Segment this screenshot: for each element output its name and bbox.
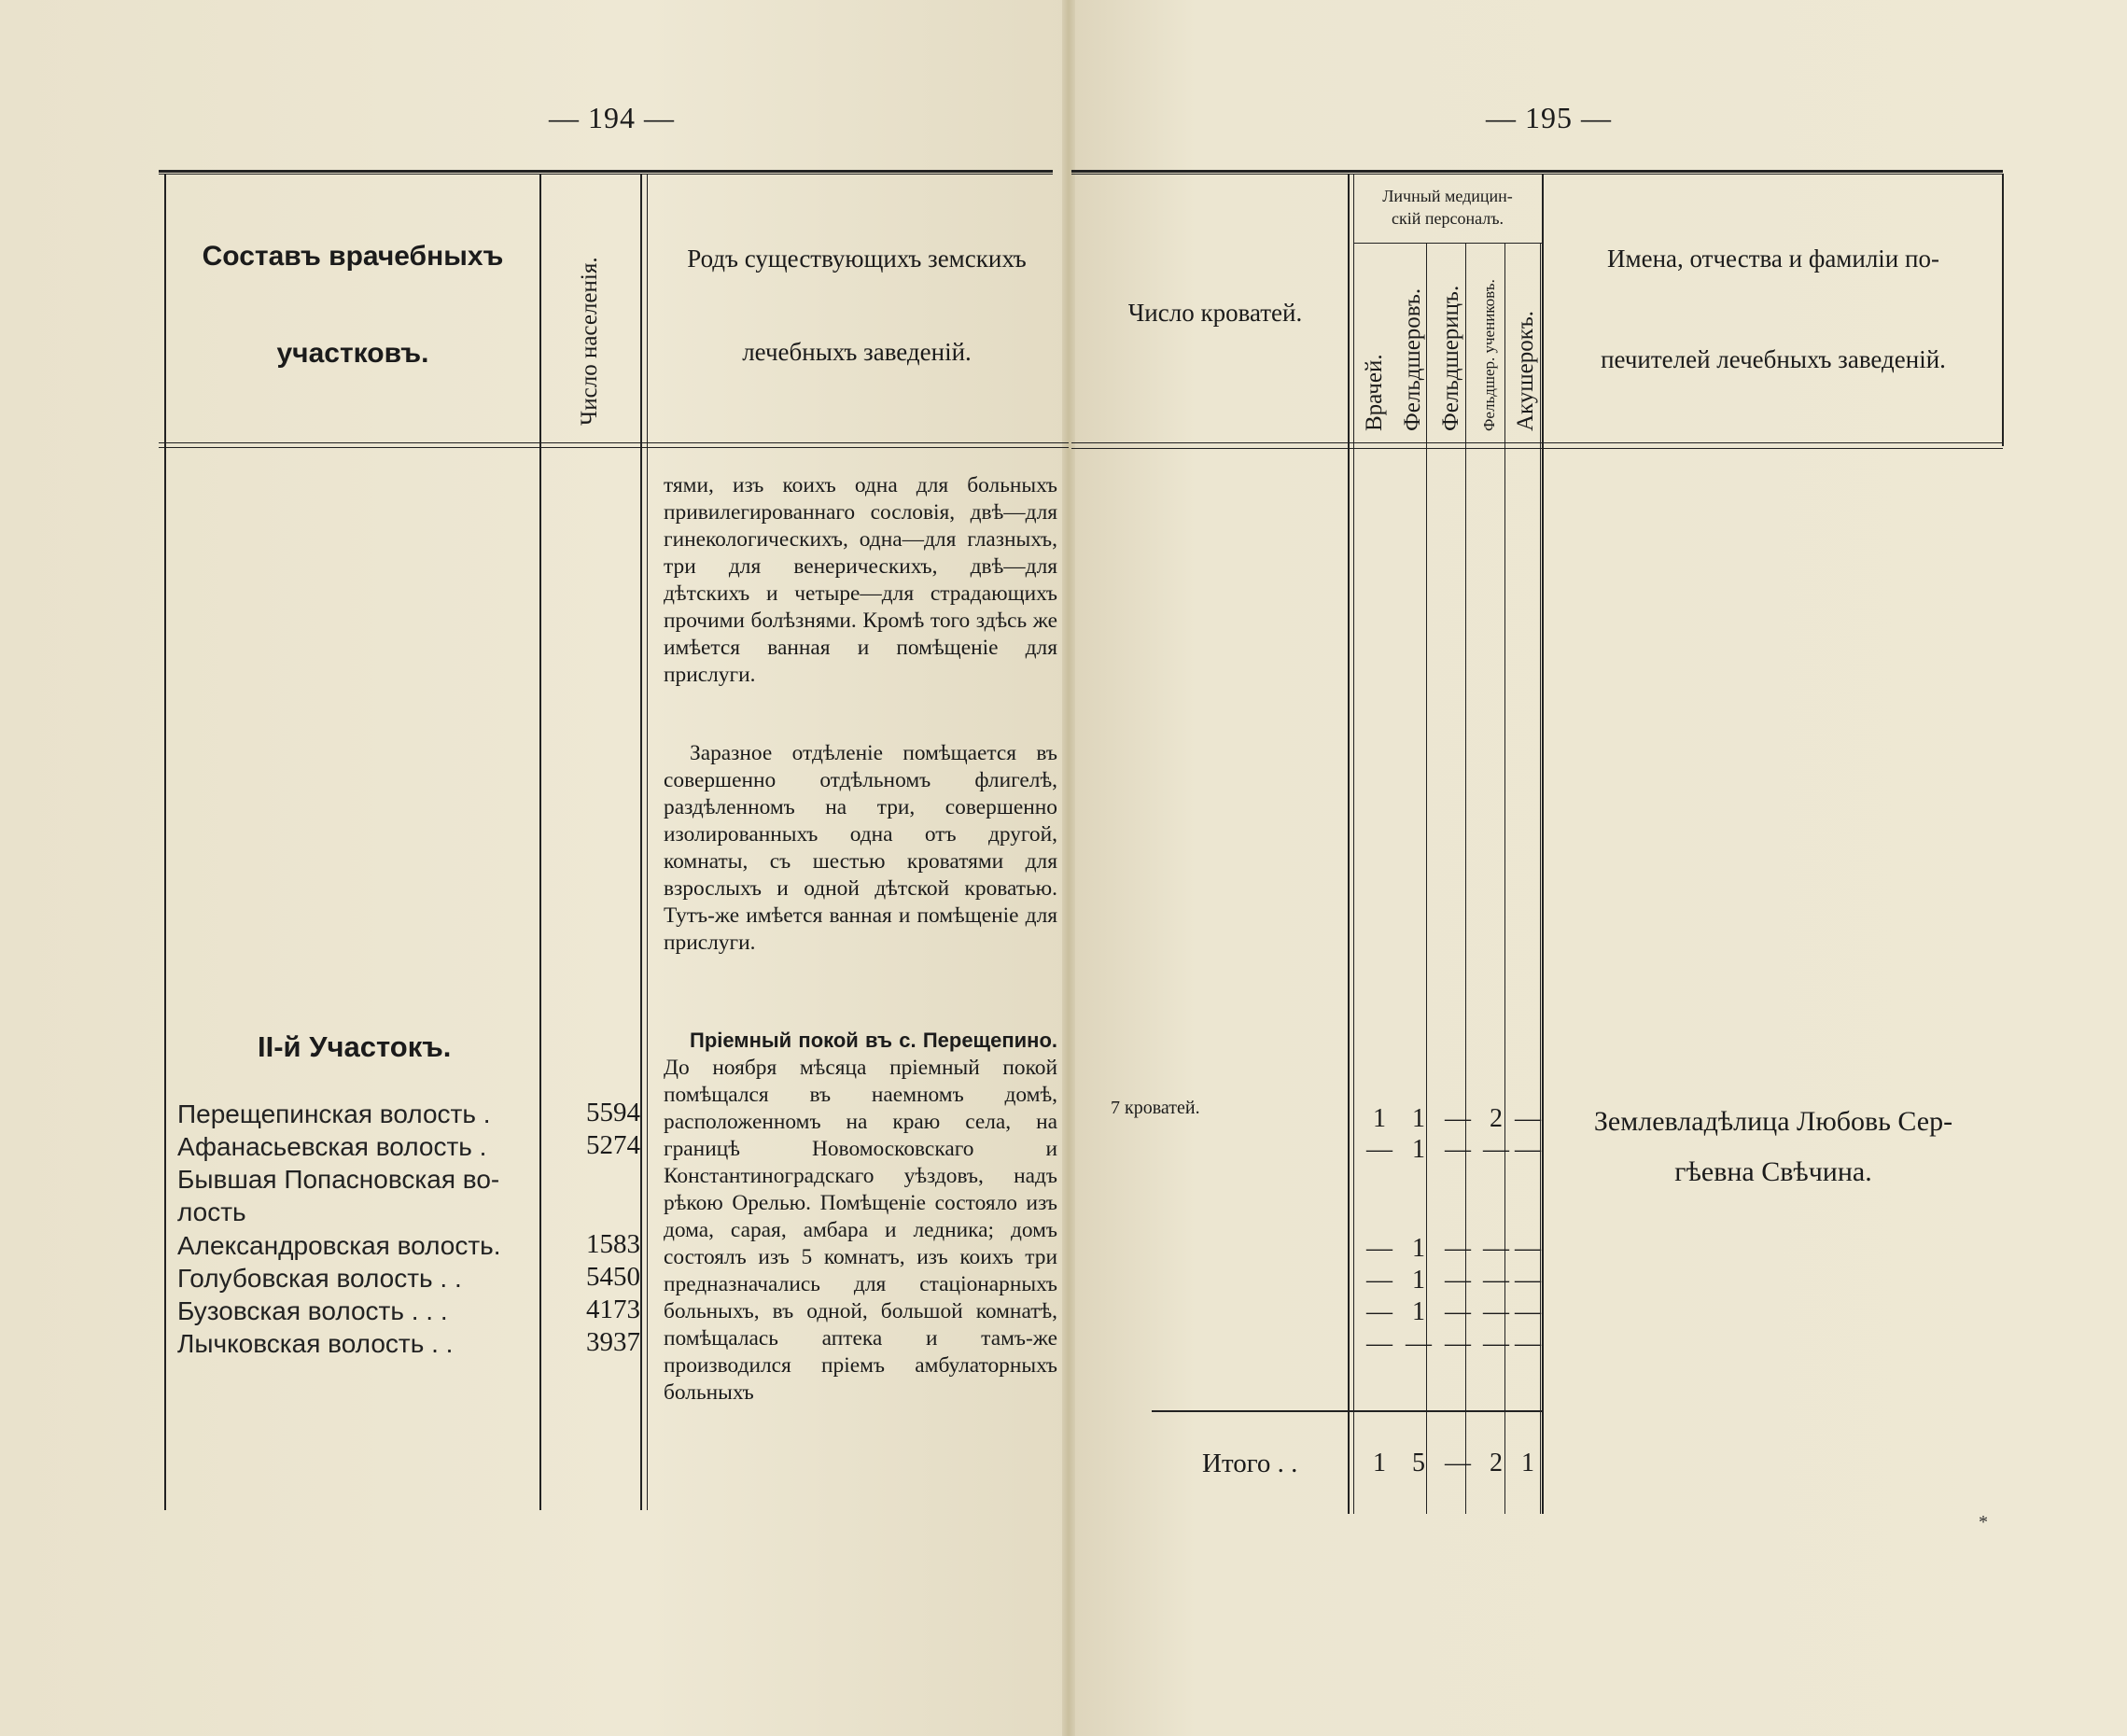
asterisk-mark: * bbox=[1979, 1512, 1988, 1533]
volost-name-line2: лость bbox=[177, 1197, 246, 1226]
volost-population: 5450 bbox=[586, 1262, 640, 1292]
cell-doctors: — bbox=[1366, 1297, 1392, 1326]
right-table-top-rule bbox=[1071, 170, 2003, 173]
header-doctors: Врачей. bbox=[1362, 354, 1387, 431]
header-composition-line2: участковъ. bbox=[276, 338, 429, 369]
total-label: Итого . . bbox=[1202, 1449, 1298, 1478]
volost-name: Перещепинская волость . bbox=[177, 1099, 491, 1128]
left-page-number: — 194 — bbox=[549, 101, 675, 134]
total-doctors: 1 bbox=[1373, 1449, 1386, 1477]
cell-students: — bbox=[1483, 1266, 1509, 1295]
right-col-divider-beds-thin bbox=[1353, 174, 1354, 1514]
cell-feldshers: 1 bbox=[1412, 1104, 1425, 1133]
right-header-rule-2 bbox=[1071, 448, 2003, 449]
cell-students: — bbox=[1483, 1297, 1509, 1326]
cell-feldshers: — bbox=[1406, 1329, 1432, 1358]
cell-midwives: — bbox=[1515, 1297, 1541, 1326]
volost-name: Лычковская волость . . bbox=[177, 1329, 454, 1358]
book-gutter bbox=[1062, 0, 1075, 1736]
header-midwives: Акушерокъ. bbox=[1513, 310, 1538, 431]
total-feldsher-women: — bbox=[1445, 1449, 1471, 1477]
header-names-line1: Имена, отчества и фамиліи по- bbox=[1607, 245, 1939, 273]
cell-feldsher-women: — bbox=[1445, 1329, 1471, 1358]
cell-midwives: — bbox=[1515, 1104, 1541, 1133]
cell-students: — bbox=[1483, 1329, 1509, 1358]
trustee-line2: гѣевна Свѣчина. bbox=[1674, 1156, 1872, 1187]
volost-population: 3937 bbox=[586, 1327, 640, 1357]
cell-feldshers: 1 bbox=[1412, 1135, 1425, 1164]
header-personnel-line2: скій персоналъ. bbox=[1391, 209, 1504, 228]
right-col-divider-beds bbox=[1348, 174, 1350, 1514]
header-population: Число населенія. bbox=[577, 257, 602, 426]
header-feldsher-students: Фельдшер. учениковъ. bbox=[1480, 279, 1498, 431]
volost-name-line1: Бывшая Попасновская во- bbox=[177, 1165, 500, 1194]
reception-room-title: Пріемный покой въ с. Перещепино. bbox=[690, 1029, 1057, 1052]
text-infectious-ward: Заразное отдѣленіе помѣщается въ совершенно отдѣльномъ флигелѣ, раздѣленномъ на три, совершенно изолированныхъ одна отъ другой, комнаты, съ шестью кроватями для взрослыхъ и одной дѣтской кроватью. Тутъ-же имѣется ванная и помѣщеніе для прислуги. bbox=[664, 741, 1057, 955]
text-reception-room bbox=[664, 1027, 1057, 1407]
cell-feldsher-women: — bbox=[1445, 1266, 1471, 1295]
right-table-top-rule-thin bbox=[1071, 174, 2003, 175]
beds-value: 7 кроватей. bbox=[1111, 1098, 1200, 1118]
cell-doctors: 1 bbox=[1373, 1104, 1386, 1133]
right-table-right-edge bbox=[2002, 174, 2004, 446]
total-students: 2 bbox=[1490, 1449, 1503, 1477]
left-col-divider-2a bbox=[640, 174, 642, 1510]
personnel-group-rule bbox=[1353, 243, 1542, 244]
volost-population: 5274 bbox=[586, 1130, 640, 1160]
volost-population: 4173 bbox=[586, 1295, 640, 1324]
cell-students: — bbox=[1483, 1234, 1509, 1263]
totals-rule bbox=[1152, 1410, 1542, 1412]
volost-name: Бузовская волость . . . bbox=[177, 1296, 448, 1325]
volost-name: Афанасьевская волость . bbox=[177, 1132, 487, 1161]
text-continuation: тями, изъ коихъ одна для больныхъ привилегированнаго сословія, двѣ—для гинекологическихъ, одна—для глазныхъ, три для венерическихъ, двѣ—для дѣтскихъ и четыре—для страдающихъ прочими болѣзнями. Кромѣ того здѣсь же имѣется ванная и помѣщеніе для прислуги. bbox=[664, 473, 1057, 687]
cell-feldshers: 1 bbox=[1412, 1297, 1425, 1326]
left-table-top-rule bbox=[159, 170, 1053, 173]
total-midwives: 1 bbox=[1521, 1449, 1534, 1477]
cell-feldshers: 1 bbox=[1412, 1266, 1425, 1295]
header-names-line2: печителей лечебныхъ заведеній. bbox=[1601, 345, 1946, 373]
cell-midwives: — bbox=[1515, 1135, 1541, 1164]
cell-feldsher-women: — bbox=[1445, 1104, 1471, 1133]
right-page-number: — 195 — bbox=[1486, 101, 1612, 134]
left-table-left-edge bbox=[164, 174, 166, 1510]
header-institutions-line1: Родъ существующихъ земскихъ bbox=[687, 245, 1027, 273]
cell-midwives: — bbox=[1515, 1329, 1541, 1358]
cell-doctors: — bbox=[1366, 1266, 1392, 1295]
volost-population: 1583 bbox=[586, 1229, 640, 1259]
cell-feldsher-women: — bbox=[1445, 1234, 1471, 1263]
left-header-rule-1 bbox=[159, 442, 1069, 443]
reception-room-body: До ноября мѣсяца пріемный покой помѣщался въ наемномъ домѣ, расположенномъ на краю села, на границѣ Новомосковскаго и Константиноградскаго уѣздовъ, надъ рѣкою Орелью. Помѣщеніе состояло изъ дома, сарая, амбара и ледника; домъ состоялъ изъ 5 комнатъ, изъ коихъ три предназначались для стаціонарныхъ больныхъ, въ одной, большой комнатѣ, помѣщалась аптека и тамъ-же производился пріемъ амбулаторныхъ больныхъ bbox=[664, 1056, 1057, 1405]
right-col-divider-names bbox=[1542, 174, 1544, 1514]
header-feldshers: Фельдшеровъ. bbox=[1400, 287, 1425, 431]
cell-doctors: — bbox=[1366, 1329, 1392, 1358]
cell-doctors: — bbox=[1366, 1135, 1392, 1164]
cell-students: — bbox=[1483, 1135, 1509, 1164]
header-composition-line1: Составъ врачебныхъ bbox=[202, 241, 504, 272]
header-personnel-line1: Личный медицин- bbox=[1382, 187, 1513, 205]
cell-feldsher-women: — bbox=[1445, 1297, 1471, 1326]
cell-midwives: — bbox=[1515, 1234, 1541, 1263]
cell-students: 2 bbox=[1490, 1104, 1503, 1133]
volost-name: Александровская волость. bbox=[177, 1231, 501, 1260]
left-header-rule-2 bbox=[159, 447, 1069, 448]
total-feldshers: 5 bbox=[1412, 1449, 1425, 1477]
trustee-line1: Землевладѣлица Любовь Сер- bbox=[1593, 1106, 1953, 1137]
district-title: II-й Участокъ. bbox=[258, 1030, 452, 1063]
cell-midwives: — bbox=[1515, 1266, 1541, 1295]
cell-feldsher-women: — bbox=[1445, 1135, 1471, 1164]
volost-name: Голубовская волость . . bbox=[177, 1264, 462, 1293]
header-beds: Число кроватей. bbox=[1127, 299, 1303, 327]
header-institutions-line2: лечебныхъ заведеній. bbox=[742, 338, 972, 366]
volost-population: 5594 bbox=[586, 1098, 640, 1127]
cell-feldshers: 1 bbox=[1412, 1234, 1425, 1263]
right-header-rule-1 bbox=[1071, 442, 2003, 443]
left-col-divider-2b bbox=[647, 174, 648, 1510]
left-table-top-rule-thin bbox=[159, 174, 1053, 175]
header-feldsher-women: Фельдшерицъ. bbox=[1438, 285, 1463, 431]
cell-doctors: — bbox=[1366, 1234, 1392, 1263]
